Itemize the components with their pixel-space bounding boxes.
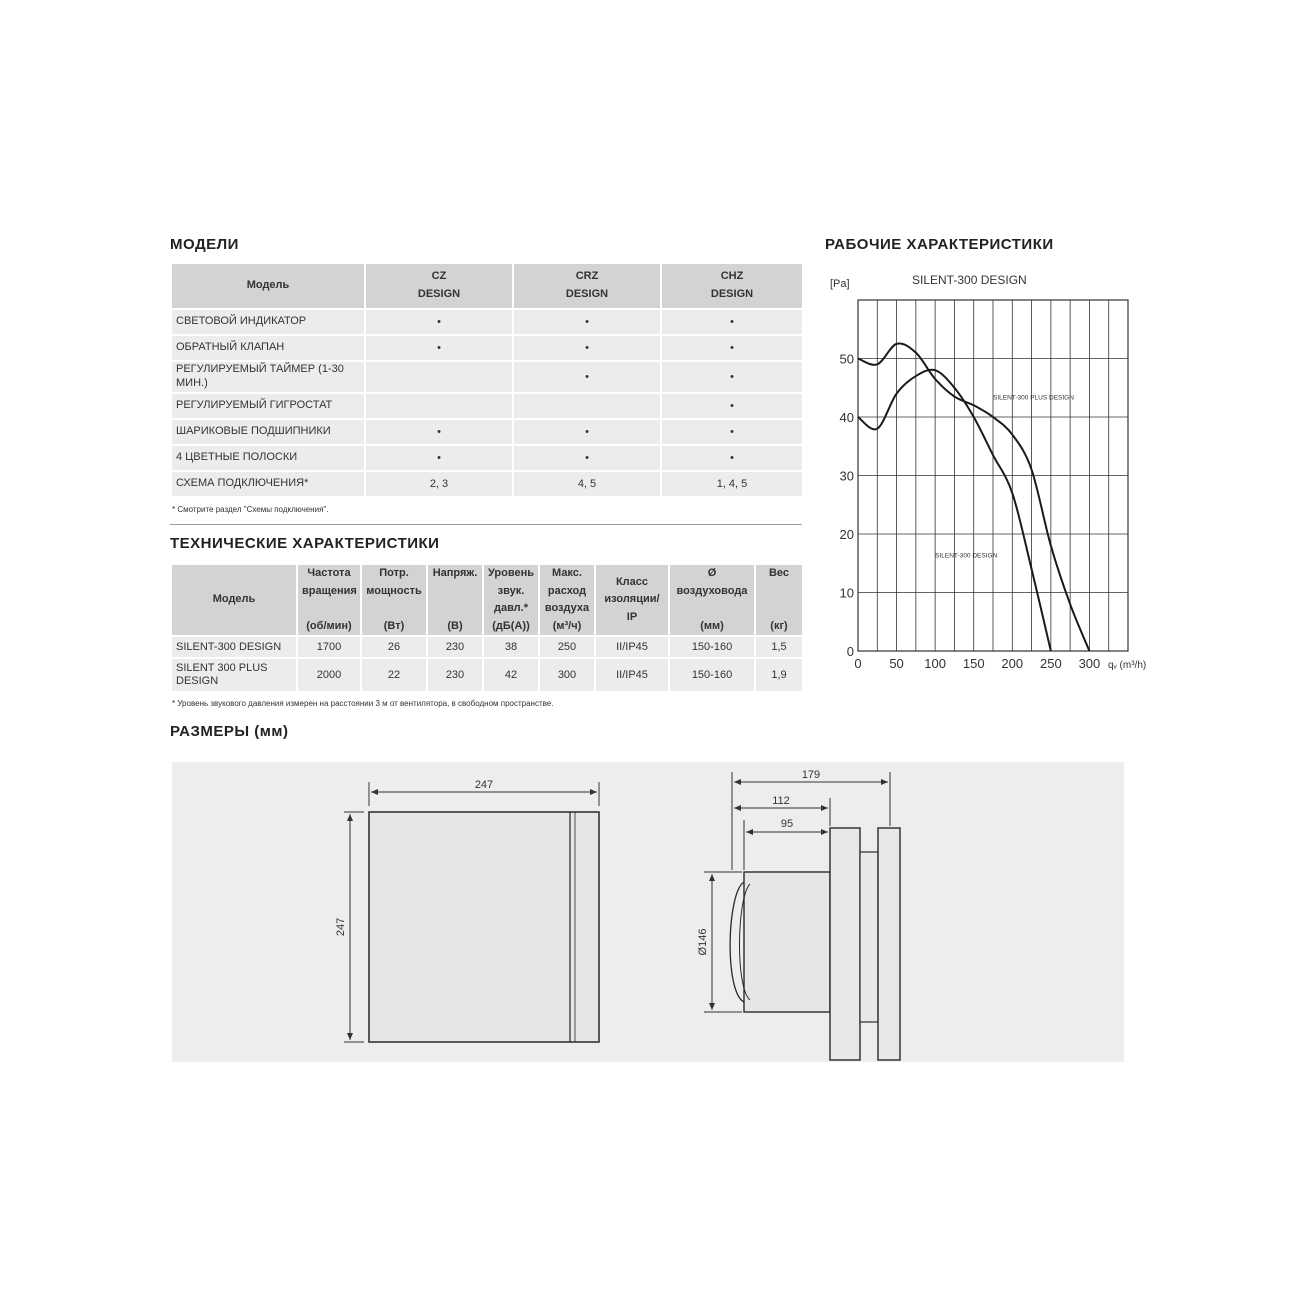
tech-header-cell: Макс. расход воздуха (м³/ч) bbox=[539, 564, 595, 636]
chart-x-tick-label: 100 bbox=[924, 656, 946, 671]
tech-header-cell: Потр. мощность (Вт) bbox=[361, 564, 427, 636]
side-short-label: 95 bbox=[780, 818, 794, 830]
models-cell: • bbox=[365, 309, 513, 335]
front-height-label: 247 bbox=[335, 917, 347, 937]
models-cell bbox=[365, 393, 513, 419]
chart-y-axis-label: [Pa] bbox=[830, 278, 850, 290]
models-title: МОДЕЛИ bbox=[170, 236, 239, 253]
tech-cell: 26 bbox=[361, 636, 427, 658]
tech-header-cell: Вес (кг) bbox=[755, 564, 803, 636]
dimensions-drawing bbox=[172, 762, 1124, 1062]
models-cell: • bbox=[513, 309, 661, 335]
dims-title: РАЗМЕРЫ (мм) bbox=[170, 723, 289, 740]
tech-header-cell: Уровень звук. давл.* (дБ(А)) bbox=[483, 564, 539, 636]
models-feature-label: ОБРАТНЫЙ КЛАПАН bbox=[171, 335, 365, 361]
tech-cell: 1,5 bbox=[755, 636, 803, 658]
chart-y-tick-label: 20 bbox=[839, 527, 854, 542]
tech-header-cell: Класс изоляции/ IP bbox=[595, 564, 669, 636]
models-cell: • bbox=[365, 445, 513, 471]
models-row bbox=[171, 445, 803, 471]
models-cell bbox=[365, 361, 513, 393]
models-cell: • bbox=[365, 335, 513, 361]
tech-cell: 22 bbox=[361, 658, 427, 692]
tech-note: * Уровень звукового давления измерен на расстоянии 3 м от вентилятора, в свободном пространстве. bbox=[172, 699, 554, 708]
chart-y-tick-label: 30 bbox=[839, 468, 854, 484]
tech-cell: 42 bbox=[483, 658, 539, 692]
models-cell: • bbox=[661, 393, 803, 419]
chart-x-tick-label: 50 bbox=[889, 656, 904, 671]
models-row bbox=[171, 361, 803, 393]
chart-title: SILENT-300 DESIGN bbox=[912, 273, 1027, 287]
tech-title: ТЕХНИЧЕСКИЕ ХАРАКТЕРИСТИКИ bbox=[170, 535, 440, 552]
tech-cell: 38 bbox=[483, 636, 539, 658]
dims-background bbox=[172, 762, 1124, 1062]
tech-row bbox=[171, 658, 803, 692]
chart-series-label: SILENT-300 DESIGN bbox=[935, 552, 998, 560]
front-view-panel bbox=[369, 812, 599, 1042]
tech-cell: 250 bbox=[539, 636, 595, 658]
models-feature-label: РЕГУЛИРУЕМЫЙ ТАЙМЕР (1-30 МИН.) bbox=[171, 361, 365, 393]
models-cell: • bbox=[365, 419, 513, 445]
tech-cell: II/IP45 bbox=[595, 658, 669, 692]
models-row bbox=[171, 419, 803, 445]
chart-x-tick-label: 150 bbox=[962, 656, 985, 671]
models-header-cz: CZ DESIGN bbox=[365, 263, 513, 309]
performance-chart bbox=[820, 270, 1147, 680]
models-cell: • bbox=[513, 419, 661, 445]
models-cell: • bbox=[661, 419, 803, 445]
models-header-chz: CHZ DESIGN bbox=[661, 263, 803, 309]
tech-cell: II/IP45 bbox=[595, 636, 669, 658]
models-header-model: Модель bbox=[171, 263, 365, 309]
chart-series-label: SILENT-300 PLUS DESIGN bbox=[993, 394, 1074, 402]
tech-cell: 230 bbox=[427, 636, 483, 658]
tech-cell: 150-160 bbox=[669, 658, 755, 692]
tech-cell: 1,9 bbox=[755, 658, 803, 692]
models-cell bbox=[513, 393, 661, 419]
models-note: * Смотрите раздел "Схемы подключения". bbox=[172, 505, 329, 514]
models-row bbox=[171, 393, 803, 419]
models-cell: • bbox=[513, 335, 661, 361]
models-row bbox=[171, 335, 803, 361]
tech-header-cell: Модель bbox=[171, 564, 297, 636]
models-cell: • bbox=[661, 361, 803, 393]
models-row bbox=[171, 309, 803, 335]
tech-cell: 150-160 bbox=[669, 636, 755, 658]
models-cell: 2, 3 bbox=[365, 471, 513, 497]
perf-title: РАБОЧИЕ ХАРАКТЕРИСТИКИ bbox=[825, 236, 1054, 253]
tech-cell: 2000 bbox=[297, 658, 361, 692]
models-feature-label: 4 ЦВЕТНЫЕ ПОЛОСКИ bbox=[171, 445, 365, 471]
models-cell: • bbox=[513, 445, 661, 471]
models-cell: • bbox=[513, 361, 661, 393]
models-feature-label: СВЕТОВОЙ ИНДИКАТОР bbox=[171, 309, 365, 335]
tech-header-cell: Частота вращения (об/мин) bbox=[297, 564, 361, 636]
tech-header-cell: Напряж. (В) bbox=[427, 564, 483, 636]
chart-y-tick-label: 50 bbox=[839, 351, 854, 367]
tech-row bbox=[171, 636, 803, 658]
models-header-crz: CRZ DESIGN bbox=[513, 263, 661, 309]
models-cell: • bbox=[661, 309, 803, 335]
tech-cell: 300 bbox=[539, 658, 595, 692]
tech-cell: 1700 bbox=[297, 636, 361, 658]
models-row bbox=[171, 471, 803, 497]
chart-y-tick-label: 40 bbox=[839, 410, 854, 425]
chart-x-tick-label: 300 bbox=[1078, 656, 1101, 671]
models-feature-label: ШАРИКОВЫЕ ПОДШИПНИКИ bbox=[171, 419, 365, 445]
duct-diameter-label: Ø146 bbox=[697, 928, 709, 956]
tech-header-cell: Ø воздуховода (мм) bbox=[669, 564, 755, 636]
side-view-front-plate bbox=[830, 828, 860, 1060]
tech-model-name: SILENT-300 DESIGN bbox=[171, 636, 297, 658]
tech-model-name: SILENT 300 PLUS DESIGN bbox=[171, 658, 297, 692]
models-table bbox=[170, 262, 804, 498]
side-view-motor-housing bbox=[744, 872, 830, 1012]
chart-x-tick-label: 250 bbox=[1040, 656, 1062, 671]
side-mid-label: 112 bbox=[772, 795, 790, 807]
models-feature-label: СХЕМА ПОДКЛЮЧЕНИЯ* bbox=[171, 471, 365, 497]
chart-x-tick-label: 0 bbox=[854, 656, 862, 671]
models-cell: 1, 4, 5 bbox=[661, 471, 803, 497]
models-cell: • bbox=[661, 445, 803, 471]
models-cell: 4, 5 bbox=[513, 471, 661, 497]
chart-x-axis-label: qᵥ (m³/h) bbox=[1108, 660, 1147, 671]
models-divider bbox=[170, 524, 802, 525]
chart-x-tick-label: 200 bbox=[1001, 656, 1024, 671]
tech-table bbox=[170, 563, 804, 693]
tech-cell: 230 bbox=[427, 658, 483, 692]
chart-y-tick-label: 0 bbox=[846, 644, 854, 659]
side-total-label: 179 bbox=[801, 769, 821, 781]
models-feature-label: РЕГУЛИРУЕМЫЙ ГИГРОСТАТ bbox=[171, 393, 365, 419]
front-width-label: 247 bbox=[474, 779, 494, 791]
models-cell: • bbox=[661, 335, 803, 361]
side-view-cover bbox=[878, 828, 900, 1060]
chart-y-tick-label: 10 bbox=[839, 585, 854, 601]
